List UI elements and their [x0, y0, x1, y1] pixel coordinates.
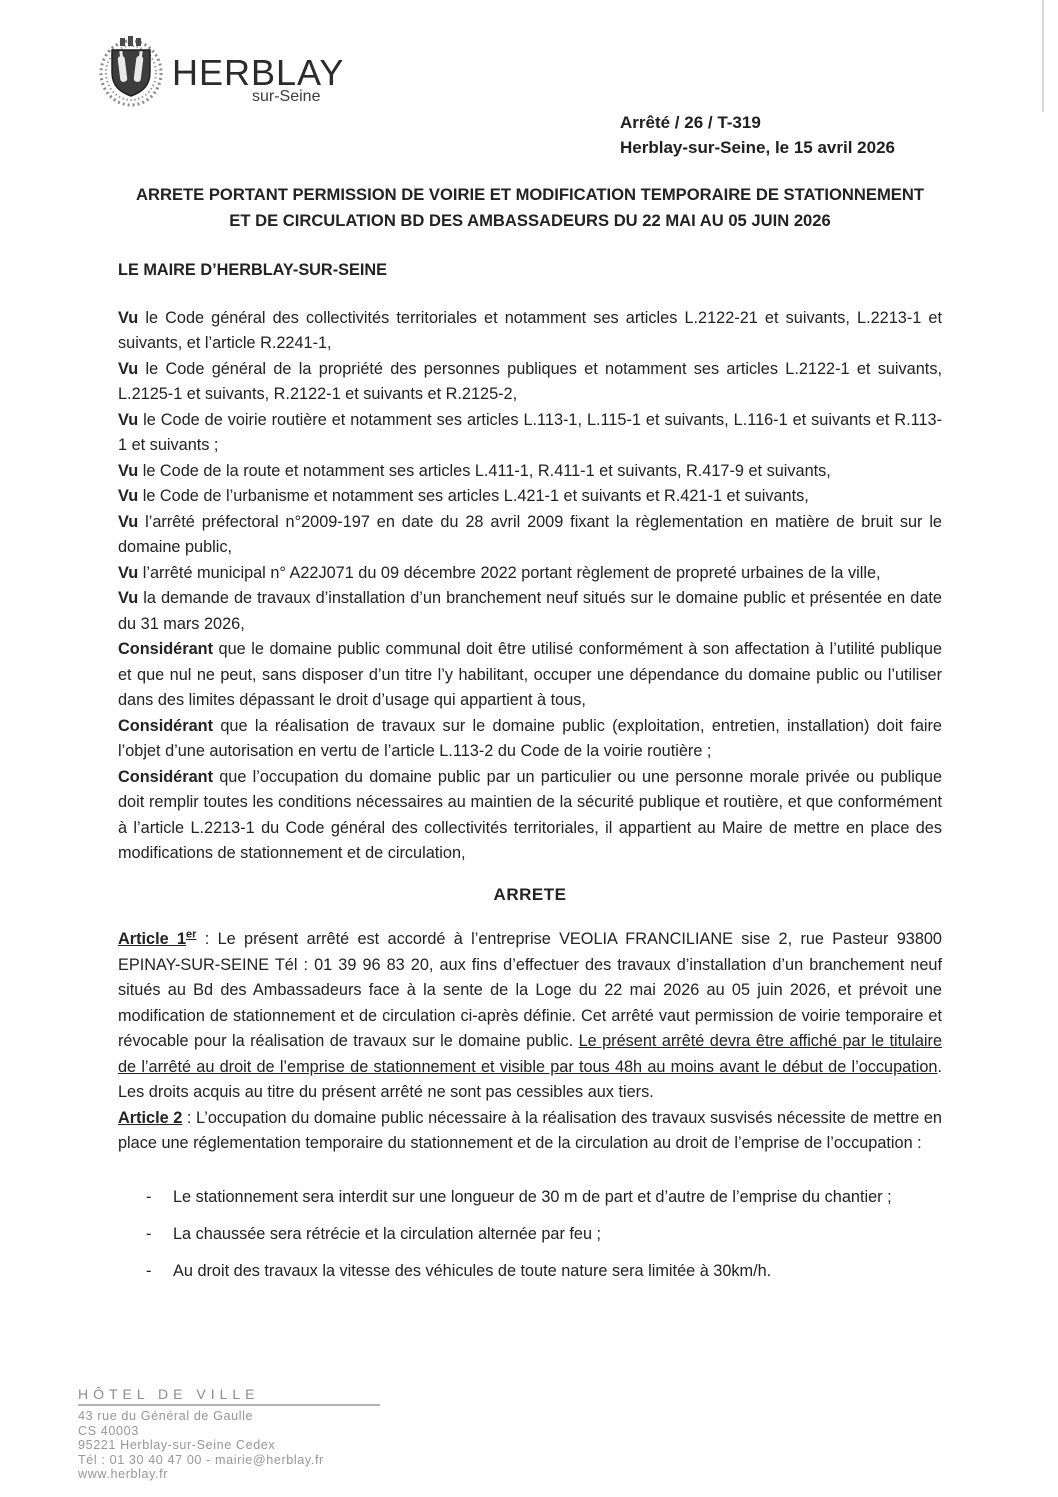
recital-paragraph-segment: le Code général des collectivités territoriales et notamment ses articles L.2122-21 et suivants, L.2213-1 et suivants, et l’article R.2241-1, — [118, 308, 942, 352]
recital-paragraph-segment: Considérant — [118, 767, 213, 786]
recital-paragraph-segment: le Code de l’urbanisme et notamment ses articles L.421-1 et suivants et R.421-1 et suivants, — [138, 487, 809, 505]
recital-paragraph-segment: Vu — [118, 487, 139, 505]
recital-paragraph — [118, 510, 942, 561]
recital-paragraph — [118, 408, 942, 459]
footer-website: www.herblay.fr — [78, 1467, 169, 1481]
recital-paragraph-segment: l’arrêté préfectoral n°2009-197 en date du 28 avril 2009 fixant la règlementation en matière de bruit sur le domaine public, — [118, 512, 942, 556]
footer-address — [78, 1409, 498, 1482]
bullet-text: Au droit des travaux la vitesse des véhicules de toute nature sera limitée à 30km/h. — [173, 1261, 772, 1280]
title-line-1: ARRETE PORTANT PERMISSION DE VOIRIE ET MODIFICATION TEMPORAIRE DE STATIONNEMENT — [136, 185, 924, 204]
document-title — [118, 182, 942, 234]
bullet-item — [118, 1253, 942, 1290]
issuer-line: LE MAIRE D’HERBLAY-SUR-SEINE — [118, 261, 387, 279]
article-paragraph-segment: . Les droits acquis au titre du présent arrêté ne sont pas cessibles aux tiers. — [118, 1057, 942, 1101]
logo-subtitle: sur-Seine — [252, 88, 321, 105]
footer-address-line3: 95221 Herblay-sur-Seine Cedex — [78, 1438, 276, 1452]
recital-paragraph-segment: Considérant — [118, 640, 213, 658]
recital-paragraph-segment: le Code général de la propriété des personnes publiques et notamment ses articles L.2122-1 et suivants, L.2125-1 et suivants, R.2122-1 et suivants et R.2125-2, — [118, 359, 942, 403]
recital-paragraph — [118, 459, 942, 485]
footer-divider — [78, 1404, 380, 1406]
scan-artifact-line — [1042, 0, 1044, 112]
arrete-heading: ARRETE — [493, 884, 567, 904]
article-paragraph-segment: er — [186, 928, 197, 941]
recital-paragraph-segment: Vu — [118, 359, 139, 378]
recital-paragraph-segment: Vu — [118, 461, 139, 480]
reference-block — [620, 110, 895, 160]
recital-paragraph — [118, 484, 942, 510]
place-and-date: Herblay-sur-Seine, le 15 avril 2026 — [620, 138, 895, 157]
recital-paragraph — [118, 357, 942, 408]
footer-address-line2: CS 40003 — [78, 1423, 139, 1438]
document-body — [118, 182, 942, 1290]
recital-paragraph-segment: que l’occupation du domaine public par un particulier ou une personne morale privée ou publique doit remplir toutes les conditions nécessaires au maintien de la sécurité publique et routière, et que conformément à l’article L.2213-1 du Code général des collectivités territoriales, il appartient au Maire de mettre en place des modifications de stationnement et de circulation, — [118, 767, 942, 862]
recital-paragraph-segment: Vu — [118, 512, 139, 531]
logo-wordmark: HERBLAY — [172, 52, 345, 93]
recital-paragraph-segment: Vu — [118, 563, 139, 582]
recital-paragraph — [118, 765, 942, 867]
herblay-crest-icon — [98, 36, 164, 113]
recital-paragraph — [118, 306, 942, 357]
recitals-block — [118, 306, 942, 867]
recital-paragraph — [118, 637, 942, 714]
footer-block — [78, 1386, 498, 1482]
article-paragraph-segment: Article 1 — [118, 930, 187, 948]
bullet-list — [118, 1179, 942, 1290]
footer-address-line1: 43 rue du Général de Gaulle — [78, 1409, 254, 1423]
recital-paragraph-segment: Considérant — [118, 716, 213, 735]
recital-paragraph-segment: le Code de la route et notamment ses articles L.411-1, R.411-1 et suivants, R.417-9 et suivants, — [138, 461, 831, 480]
bullet-item — [118, 1216, 942, 1253]
recital-paragraph-segment: que la réalisation de travaux sur le domaine public (exploitation, entretien, installation) doit faire l’objet d’une autorisation en vertu de l’article L.113-2 du Code de la voirie routière ; — [118, 716, 942, 760]
bullet-dash-icon: - — [146, 1224, 152, 1243]
bullet-dash-icon: - — [146, 1187, 152, 1206]
footer-title: HÔTEL DE VILLE — [78, 1386, 260, 1402]
recital-paragraph — [118, 561, 942, 587]
article-paragraph-segment: Le présent arrêté devra être affiché par le titulaire de l’arrêté au droit de l’emprise de stationnement et visible par tous 48h au moins avant le début de l’occupation — [118, 1032, 943, 1076]
recital-paragraph-segment: que le domaine public communal doit être utilisé conformément à son affectation à l’utilité publique et que nul ne peut, sans disposer d’un titre l’y habilitant, occuper une dépendance du domaine public ou l’utiliser dans des limites dépassant le droit d’usage qui appartient à tous, — [118, 640, 942, 709]
article-paragraph-segment: : L’occupation du domaine public nécessaire à la réalisation des travaux susvisés nécessite de mettre en place une réglementation temporaire du stationnement et de la circulation au droit de l’emprise de l’occupation : — [118, 1108, 942, 1152]
recital-paragraph-segment: Vu — [118, 308, 139, 327]
recital-paragraph-segment: la demande de travaux d’installation d’un branchement neuf situés sur le domaine public et présentée en date du 31 mars 2026, — [118, 589, 942, 633]
bullet-item — [118, 1179, 942, 1216]
arrete-reference: Arrêté / 26 / T-319 — [620, 113, 761, 132]
bullet-text: La chaussée sera rétrécie et la circulation alternée par feu ; — [173, 1224, 602, 1243]
footer-contact-line: Tél : 01 30 40 47 00 - mairie@herblay.fr — [78, 1452, 324, 1467]
article-paragraph-segment: Article 2 — [118, 1108, 183, 1127]
recital-paragraph-segment: le Code de voirie routière et notamment ses articles L.113-1, L.115-1 et suivants, L.116-1 et suivants et R.113-1 et suivants ; — [118, 410, 942, 454]
article-paragraph-segment: : Le présent arrêté est accordé à l’entreprise VEOLIA FRANCILIANE sise 2, rue Pasteur 93800 EPINAY-SUR-SEINE Tél : 01 39 96 83 20, aux fins d’effectuer des travaux d’installation d’un branchement neuf situés au Bd des Ambassadeurs face à la sente de la Loge du 22 mai 2026 au 05 juin 2026, et prévoit une modification de stationnement et de circulation ci-après définie. Cet arrêté vaut permission de voirie temporaire et révocable pour la réalisation de travaux sur le domaine public. — [118, 930, 942, 1050]
articles-block — [118, 927, 942, 1157]
recital-paragraph-segment: l’arrêté municipal n° A22J071 du 09 décembre 2022 portant règlement de propreté urbaines de la ville, — [138, 563, 881, 582]
article-paragraph — [118, 1106, 942, 1157]
bullet-text: Le stationnement sera interdit sur une longueur de 30 m de part et d’autre de l’emprise du chantier ; — [173, 1187, 892, 1206]
recital-paragraph — [118, 586, 942, 637]
article-paragraph — [118, 927, 942, 1106]
bullet-dash-icon: - — [146, 1261, 152, 1280]
recital-paragraph-segment: Vu — [118, 410, 139, 429]
recital-paragraph-segment: Vu — [118, 589, 139, 607]
recital-paragraph — [118, 714, 942, 765]
title-line-2: ET DE CIRCULATION BD DES AMBASSADEURS DU 22 MAI AU 05 JUIN 2026 — [229, 211, 831, 230]
